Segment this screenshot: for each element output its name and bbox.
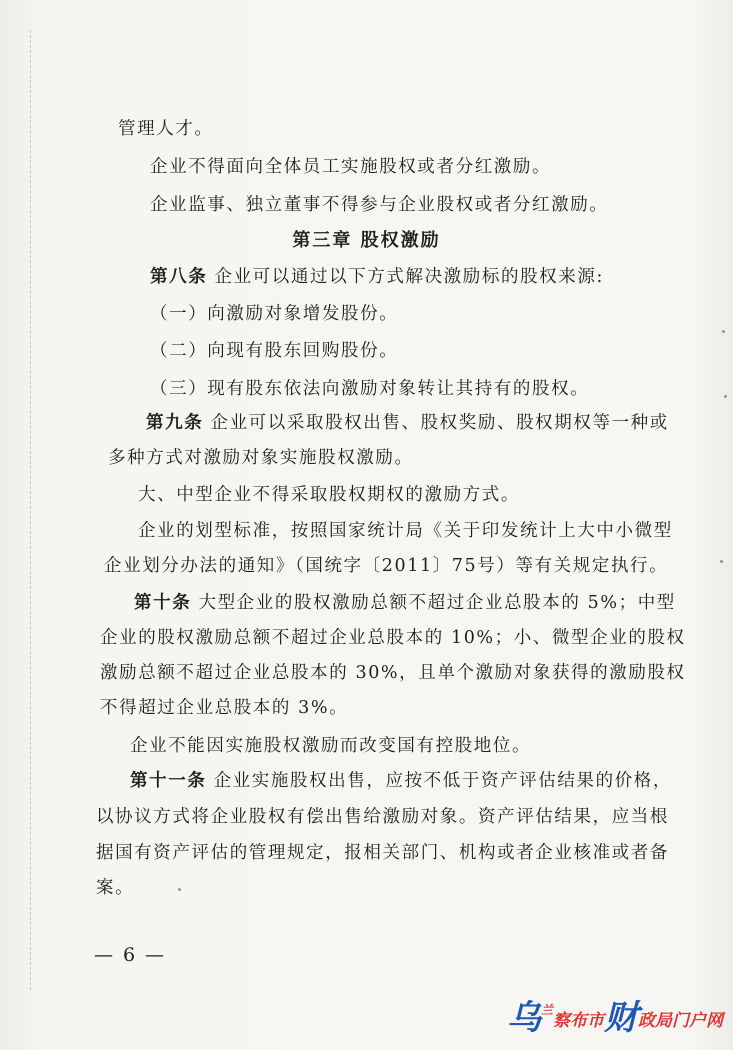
article-10-text: 大型企业的股权激励总额不超过企业总股本的 5%；中型 — [198, 593, 676, 613]
text-line-7: （二）向现有股东回购股份。 — [150, 341, 399, 361]
text-line-3: 企业监事、独立董事不得参与企业股权或者分红激励。 — [150, 195, 609, 215]
text-line-12: 企业的划型标准，按照国家统计局《关于印发统计上大中小微型 — [138, 521, 673, 541]
text-line-16: 激励总额不超过企业总股本的 30%，且单个激励对象获得的激励股权 — [100, 663, 686, 683]
text-line-21: 据国有资产评估的管理规定，报相关部门、机构或者企业核准或者备 — [96, 843, 669, 863]
page-number: — 6 — — [94, 944, 167, 966]
scan-speck — [720, 560, 723, 563]
text-line-15: 企业的股权激励总额不超过企业总股本的 10%；小、微型企业的股权 — [100, 628, 686, 648]
article-8-line — [150, 266, 604, 288]
article-8-text: 企业可以通过以下方式解决激励标的股权来源: — [214, 267, 604, 287]
article-8-label: 第八条 — [150, 267, 208, 287]
watermark-char-cai: 财 — [604, 998, 638, 1038]
watermark-char-lan: 兰 — [540, 1003, 553, 1017]
text-line-10: 多种方式对激励对象实施股权激励。 — [108, 448, 414, 468]
chapter-title: 第三章 股权激励 — [292, 230, 441, 251]
article-9-text: 企业可以采取股权出售、股权奖励、股权期权等一种或 — [210, 413, 669, 433]
article-11-label: 第十一条 — [130, 771, 207, 791]
scan-speck — [724, 395, 727, 398]
text-line-18: 企业不能因实施股权激励而改变国有控股地位。 — [130, 736, 532, 756]
text-line-6: （一）向激励对象增发股份。 — [150, 304, 399, 324]
article-9-line — [146, 412, 669, 434]
article-11-line — [130, 770, 672, 792]
text-line-13: 企业划分办法的通知》（国统字〔2011〕75号）等有关规定执行。 — [104, 556, 669, 576]
scan-edge-mark — [30, 30, 33, 990]
watermark-char-wu: 乌 — [506, 998, 541, 1038]
text-line-11: 大、中型企业不得采取股权期权的激励方式。 — [138, 485, 520, 505]
scan-speck — [722, 330, 725, 333]
article-11-text: 企业实施股权出售，应按不低于资产评估结果的价格， — [213, 771, 672, 791]
text-line-22: 案。 — [96, 878, 135, 898]
text-line-2: 企业不得面向全体员工实施股权或者分红激励。 — [150, 157, 552, 177]
article-9-label: 第九条 — [146, 413, 204, 433]
text-line-8: （三）现有股东依法向激励对象转让其持有的股权。 — [150, 379, 590, 399]
watermark-portal: 政局门户网 — [638, 1011, 723, 1031]
scan-speck — [178, 888, 181, 891]
watermark-city: 察布市 — [553, 1011, 604, 1031]
text-line-1: 管理人才。 — [118, 119, 214, 139]
article-10-line — [134, 592, 676, 614]
text-line-17: 不得超过企业总股本的 3%。 — [100, 698, 349, 718]
text-line-20: 以协议方式将企业股权有偿出售给激励对象。资产评估结果，应当根 — [96, 807, 669, 827]
site-watermark — [507, 1000, 723, 1036]
article-10-label: 第十条 — [134, 593, 192, 613]
